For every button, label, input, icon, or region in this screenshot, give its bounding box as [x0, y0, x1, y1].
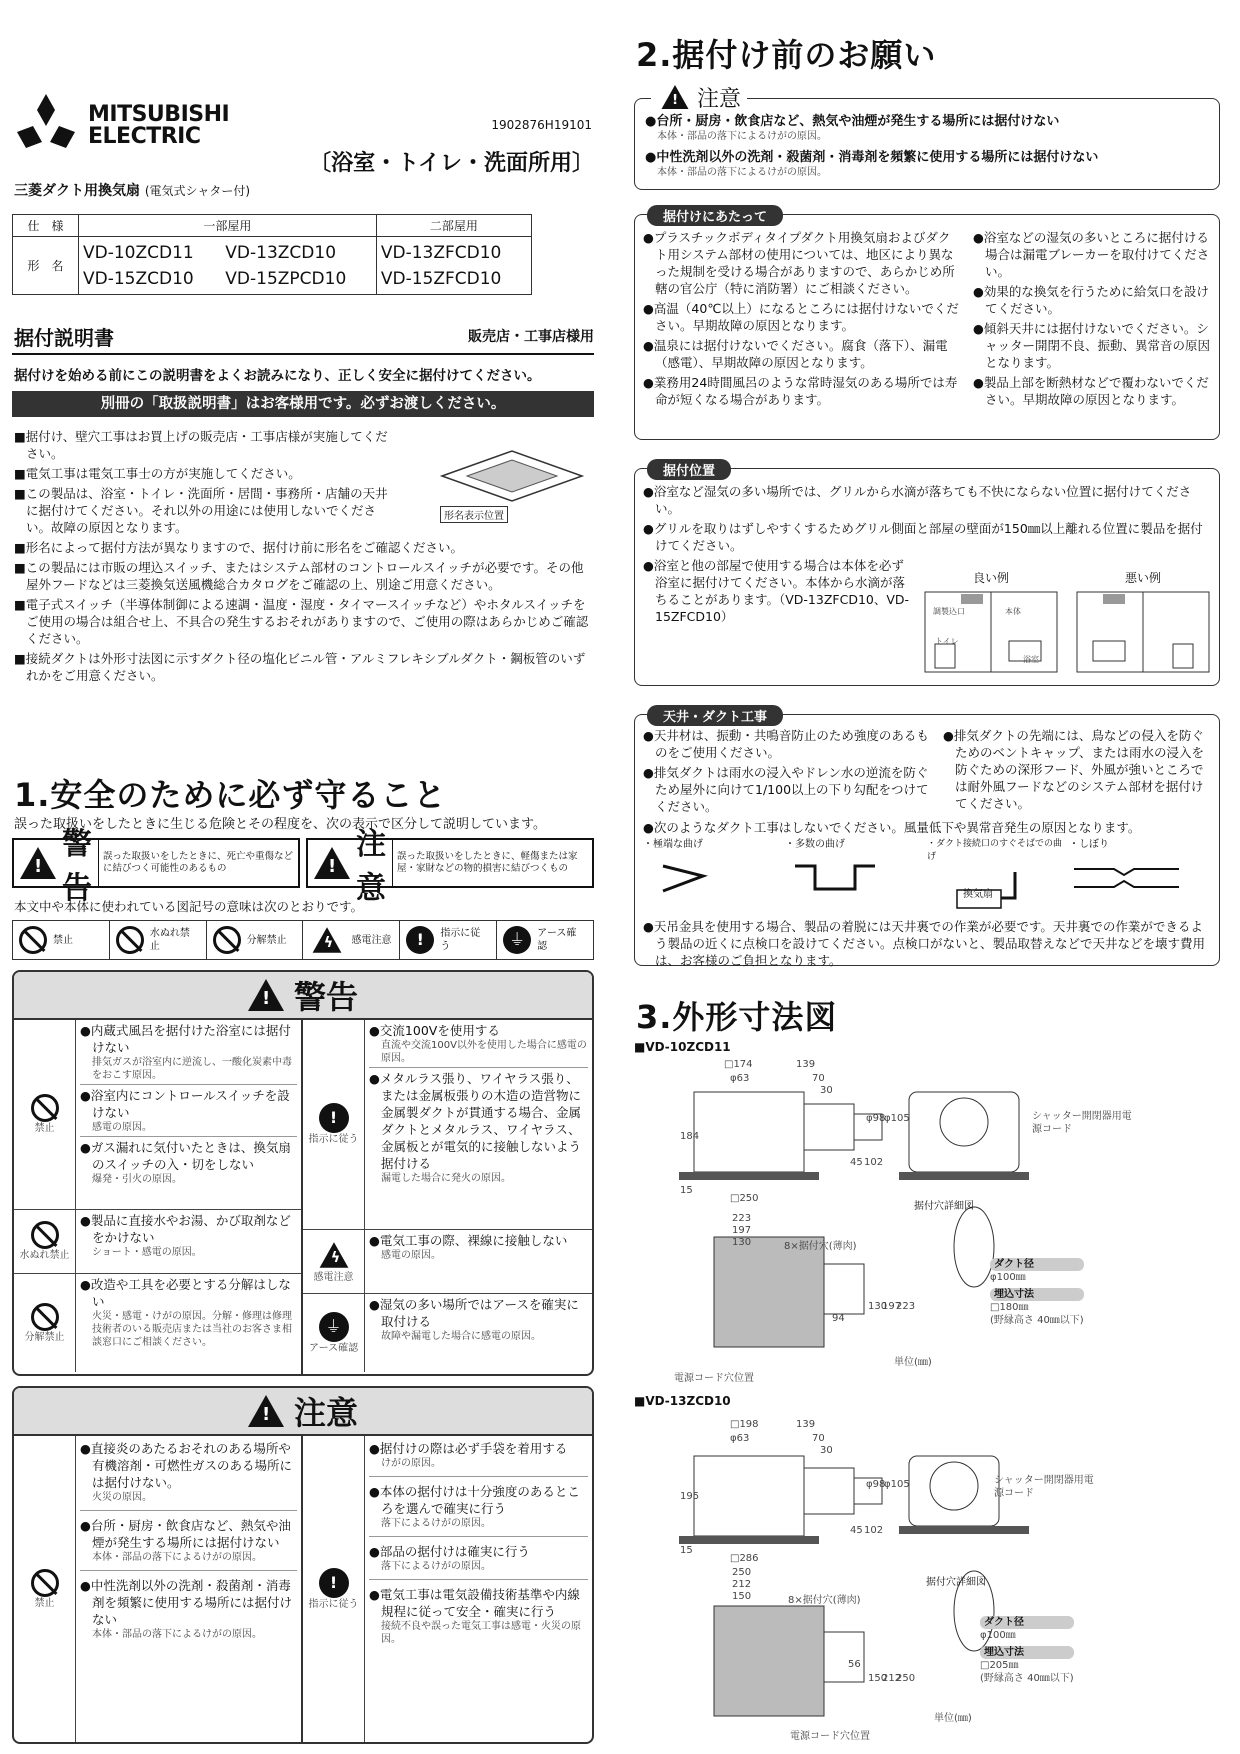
- caution-table-title: 注意: [293, 1394, 358, 1432]
- constriction-icon: [1069, 851, 1189, 901]
- install-note: ●効果的な換気を行うために給気口を設けてください。: [973, 284, 1209, 316]
- section2-title: 2.据付け前のお願い: [636, 36, 937, 74]
- room-label: 本体: [1005, 607, 1021, 616]
- warning-row-text: [76, 1210, 301, 1273]
- caution-item-sub: 本体・部品の落下によるけがの原因。: [657, 167, 827, 178]
- install-note: ●製品上部を断熱材などで覆わないでください。早期故障の原因となります。: [973, 375, 1209, 407]
- symbol-label: 水ぬれ禁止: [149, 928, 190, 952]
- warning-row-icon-cell: [14, 1020, 76, 1209]
- left-column: [12, 0, 594, 1754]
- ground-icon: ⏚: [503, 926, 531, 954]
- fig2-duct-spec: [980, 1616, 1074, 1685]
- symbol-label: 禁止: [53, 934, 73, 946]
- ceiling-grille-image: [432, 446, 592, 506]
- caution-right-half: [303, 1436, 592, 1742]
- warning-item: ●湿気の多い場所ではアースを確実に取付ける: [369, 1297, 579, 1329]
- caution-item: ●中性洗剤以外の洗剤・殺菌剤・消毒剤を頻繁に使用する場所には据付けない: [645, 150, 1099, 165]
- warning-row-icon-cell: [303, 1020, 365, 1229]
- good-example-diagram: [921, 586, 1061, 678]
- warning-row-icon-cell: [303, 1230, 365, 1293]
- install-notes-cols: [643, 229, 1211, 408]
- fan-box-label: 換気扇: [963, 889, 993, 900]
- caution-item-sub: 接続不良や誤った電気工事は感電・火災の原因。: [381, 1621, 581, 1645]
- warning-table: [12, 970, 594, 1376]
- caution-item-sub: 火災の原因。: [80, 1491, 297, 1511]
- duct-bad-note: ●次のようなダクト工事はしないでください。風量低下や異常音発生の原因となります。: [643, 820, 1141, 835]
- no-water-icon: [31, 1221, 59, 1249]
- fig2-shutter-label: シャッター開閉器用電源コード: [994, 1475, 1094, 1499]
- caution-item: ●台所・厨房・飲食店など、熱気や油煙が発生する場所には据付けない: [80, 1518, 291, 1550]
- fig2-dim: 70: [812, 1433, 825, 1444]
- warning-row: [303, 1294, 592, 1372]
- ceiling-duct-right: [943, 727, 1211, 815]
- caution-desc: 誤った取扱いをしたときに、軽傷または家屋・家財などの物的損害に結びつくもの: [397, 851, 578, 874]
- fig2-dim: 8×据付穴(薄肉): [788, 1595, 861, 1606]
- duct-extreme-bend: [643, 838, 785, 912]
- install-position-box: [634, 464, 1220, 686]
- note-item: ■接続ダクトは外形寸法図に示すダクト径の塩化ビニル管・アルミフレキシブルダクト・鋼板管のいずれかをご用意ください。: [14, 651, 586, 683]
- warning-triangle-icon: !: [20, 847, 56, 879]
- nameplate-illustration: [432, 446, 592, 526]
- many-bends-icon: [785, 851, 905, 901]
- symbols-intro: 本文中や本体に使われている図記号の意味は次のとおりです。: [14, 899, 364, 914]
- fig2-dim: 45: [850, 1525, 863, 1536]
- icon-label: 禁止: [34, 1597, 55, 1609]
- fig2-dim: 102: [864, 1525, 884, 1536]
- caution-triangle-icon: !: [314, 847, 350, 879]
- prohibit-icon: [31, 1094, 59, 1122]
- warning-item: ●浴室内にコントロールスイッチを設けない: [80, 1088, 290, 1120]
- warning-row-text: [365, 1020, 592, 1229]
- icon-label: 分解禁止: [24, 1331, 65, 1343]
- duct-bad-label: ・しぼり: [1069, 839, 1109, 850]
- brand-line2: ELECTRIC: [88, 124, 201, 149]
- fig2-dim: φ98: [866, 1479, 886, 1490]
- warning-desc: 誤った取扱いをしたときに、死亡や重傷などに結びつく可能性のあるもの: [103, 851, 294, 874]
- position-note: ●浴室と他の部屋で使用する場合は本体を必ず浴室に据付けてください。本体から水滴が落ちることがあります。（VD-13ZFCD10、VD-15ZFCD10）: [643, 558, 910, 624]
- caution-box-label: [651, 81, 747, 113]
- caution-legend: [306, 827, 594, 906]
- warning-item-sub: 直流や交流100V以外を使用した場合に感電の原因。: [369, 1039, 588, 1068]
- caution-item: ●部品の据付けは確実に行う: [369, 1544, 530, 1559]
- warning-item: ●改造や工具を必要とする分解はしない: [80, 1277, 291, 1309]
- warning-row-icon-cell: [303, 1294, 365, 1372]
- title-rule: [12, 353, 594, 355]
- good-example-label: 良い例: [972, 571, 1009, 585]
- bad-example-label: 悪い例: [1124, 571, 1161, 585]
- audience-label: 販売店・工事店様用: [468, 329, 594, 345]
- duct-note: ●排気ダクトの先端には、鳥などの侵入を防ぐためのベントキャップ、または雨水の浸入を防ぐための深形フード、外風が強いところでは耐外風フードなどのシステム部材を据付けてください。: [943, 728, 1205, 811]
- manual-title: 据付説明書: [14, 326, 114, 350]
- warning-item-sub: 排気ガスが浴室内に逆流し、一酸化炭素中毒をおこす原因。: [80, 1056, 297, 1085]
- ceiling-value: □180㎜: [990, 1302, 1029, 1313]
- install-note: ●高温（40℃以上）になるところには据付けないでください。早期故障の原因となります。: [643, 301, 959, 333]
- symbol-ground: [497, 921, 593, 959]
- bad-example: [1073, 569, 1213, 679]
- caution-table-header: [14, 1388, 592, 1436]
- fig1-title: ■VD-10ZCD11: [634, 1040, 731, 1054]
- section3-title: 3.外形寸法図: [636, 998, 838, 1036]
- ceiling-value: □205㎜: [980, 1660, 1019, 1671]
- install-note: ●プラスチックボディタイプダクト用換気扇およびダクト用システム部材の使用については、地区により異なった規制を受ける場合がありますので、あらかじめ所轄の官公庁（特に消防署）にご相談ください。: [643, 230, 955, 296]
- intro-text: 据付けを始める前にこの説明書をよくお読みになり、正しく安全に据付けてください。: [14, 368, 541, 384]
- good-example: [921, 569, 1061, 679]
- fig2-dim: 150: [868, 1673, 888, 1684]
- warning-table-header: [14, 972, 592, 1020]
- fig1-dim: 15: [680, 1185, 693, 1196]
- warning-word: 警告: [62, 827, 92, 906]
- duct-bad-examples: [643, 838, 1211, 918]
- two-room-head: 二部屋用: [376, 215, 531, 237]
- duct-bend-near-port: [927, 838, 1069, 918]
- fig2-dim: 30: [820, 1445, 833, 1456]
- fig1-dim: 70: [812, 1073, 825, 1084]
- fig2-dim: φ105: [884, 1479, 910, 1490]
- model-vd15zpcd: VD-15ZPCD10: [225, 268, 347, 289]
- warning-item: ●製品に直接水やお湯、かび取剤などをかけない: [80, 1213, 291, 1245]
- install-notes-right: [973, 229, 1211, 408]
- caution-icon-cell: [303, 1436, 365, 1742]
- product-name-main: 三菱ダクト用換気扇: [14, 183, 140, 199]
- duct-bad-label: ・極端な曲げ: [643, 839, 703, 850]
- model-vd15zfcd: VD-15ZFCD10: [380, 268, 502, 289]
- pre-install-caution-box: [634, 86, 1220, 190]
- warning-row-icon-cell: [14, 1210, 76, 1273]
- brand-logo: [14, 92, 78, 150]
- warning-item: ●メタルラス張り、ワイヤラス張り、または金属板張りの木造の造営物に金属製ダクトが貫通する場合、金属ダクトとメタルラス、ワイヤラス、金属板とが電気的に接触しないよう据付ける: [369, 1071, 582, 1171]
- fig1-dim: 8×据付穴(薄肉): [784, 1241, 857, 1252]
- symbol-label: アース確認: [537, 928, 577, 952]
- fig2-dim: □198: [730, 1419, 759, 1430]
- icon-label: 指示に従う: [308, 1598, 359, 1610]
- fig1-dim: □250: [730, 1193, 759, 1204]
- no-disassembly-icon: [213, 926, 241, 954]
- fig1-cord-pos: 電源コード穴位置: [674, 1373, 754, 1384]
- fig1-dim: φ105: [884, 1113, 910, 1124]
- warning-row: [14, 1210, 301, 1274]
- fig1-dim: 139: [796, 1059, 816, 1070]
- warning-row-text: [76, 1020, 301, 1209]
- fig1-dim: 223: [732, 1213, 752, 1224]
- model-vd13zfcd: VD-13ZFCD10: [380, 242, 502, 263]
- icon-label: 指示に従う: [308, 1134, 359, 1145]
- note-item: ■形名によって据付方法が異なりますので、据付け前に形名をご確認ください。: [14, 540, 464, 555]
- caution-item: ●本体の据付けは十分強度のあるところを選んで確実に行う: [369, 1484, 580, 1516]
- fig1-dim: 223: [896, 1301, 916, 1312]
- fig2-dim: □286: [730, 1553, 759, 1564]
- product-name: [14, 180, 250, 200]
- warning-row: [14, 1020, 301, 1210]
- model-col2: [221, 237, 376, 295]
- note-item: ■電気工事は電気工事士の方が実施してください。: [14, 466, 301, 481]
- model-vd15zcd: VD-15ZCD10: [83, 268, 194, 289]
- caution-left-half: [14, 1436, 303, 1742]
- fig2-dim: 250: [896, 1673, 916, 1684]
- ceiling-note: (野縁高さ 40㎜以下): [980, 1673, 1074, 1684]
- caution-item: ●直接炎のあたるおそれのある場所や有機溶剤・可燃性ガスのある場所には据付けない。: [80, 1441, 293, 1490]
- ground-icon: ⏚: [319, 1312, 349, 1342]
- warning-row: [303, 1020, 592, 1230]
- symbol-no-disassembly: [207, 921, 304, 959]
- follow-instruction-icon: !: [319, 1568, 349, 1598]
- symbol-prohibit: [13, 921, 110, 959]
- ceiling-duct-box: [634, 710, 1220, 968]
- fig1-dim: 45: [850, 1157, 863, 1168]
- fig1-dim: □174: [724, 1059, 753, 1070]
- fig2-title: ■VD-13ZCD10: [634, 1394, 731, 1408]
- fig2-dim: 195: [680, 1491, 700, 1502]
- fig1-shutter-label: シャッター開閉器用電源コード: [1032, 1111, 1132, 1135]
- fig2-cord-pos: 電源コード穴位置: [790, 1731, 870, 1742]
- warning-triangle-icon: !: [248, 979, 284, 1011]
- fig1-dim: φ63: [730, 1073, 750, 1084]
- fig2-dim: 212: [882, 1673, 902, 1684]
- caution-label: 注意: [697, 86, 742, 112]
- section1-title: 1.安全のために必ず守ること: [14, 776, 447, 814]
- fig1-dim: 130: [868, 1301, 888, 1312]
- duct-dia-label: ダクト径: [980, 1616, 1074, 1629]
- electric-shock-icon: ϟ: [313, 927, 342, 953]
- room-label: 調製込口: [933, 607, 965, 616]
- follow-instruction-icon: !: [319, 1103, 349, 1133]
- follow-instruction-icon: !: [406, 926, 434, 954]
- symbol-label: 指示に従う: [440, 928, 481, 952]
- caution-left-text: [76, 1436, 301, 1742]
- warning-table-title: 警告: [293, 978, 358, 1016]
- install-note: ●業務用24時間風呂のような常時湿気のある場所では寿命が短くなる場合があります。: [643, 375, 958, 407]
- symbol-follow: [400, 921, 497, 959]
- warning-item-sub: 爆発・引火の原因。: [92, 1174, 182, 1185]
- warning-row: [14, 1274, 301, 1372]
- spec-label: 仕 様: [13, 215, 79, 237]
- warning-row-text: [76, 1274, 301, 1372]
- symbol-shock: [303, 921, 400, 959]
- fig2-dim: 250: [732, 1567, 752, 1578]
- duct-note: ●天井材は、振動・共鳴音防止のため強度のあるものをご使用ください。: [643, 728, 929, 760]
- warning-row-text: [365, 1230, 592, 1293]
- extreme-bend-icon: [643, 851, 763, 901]
- caution-item: ●電気工事は電気設備技術基準や内線規程に従って安全・確実に行う: [369, 1587, 580, 1619]
- fig1-duct-spec: [990, 1258, 1084, 1327]
- model-vd13zcd: VD-13ZCD10: [225, 242, 337, 263]
- warning-item: ●交流100Vを使用する: [369, 1023, 500, 1038]
- warning-item: ●電気工事の際、裸線に接触しない: [369, 1233, 568, 1248]
- right-column: [634, 0, 1230, 1754]
- caution-table-body: [14, 1436, 592, 1742]
- one-room-head: 一部屋用: [79, 215, 377, 237]
- bad-example-diagram: [1073, 586, 1213, 678]
- tab-install-position: 据付位置: [647, 459, 731, 480]
- caution-item-sub: けがの原因。: [369, 1457, 588, 1477]
- install-note: ●浴室などの湿気の多いところに据付ける場合は漏電ブレーカーを取付けてください。: [973, 230, 1210, 279]
- note-item: ■電子式スイッチ（半導体制御による速調・温度・湿度・タイマースイッチなど）やホタルスイッチをご使用の場合は組合せ上、不具合の発生するおそれがありますので、ご使用の際はあらかじめご確認ください。: [14, 597, 589, 646]
- fig2-dim: 139: [796, 1419, 816, 1430]
- hazard-legend: [12, 827, 594, 906]
- duct-constriction: [1069, 838, 1211, 918]
- fig1-dim: 197: [882, 1301, 902, 1312]
- note-item: ■この製品には市販の埋込スイッチ、またはシステム部材のコントロールスイッチが必要です。その他屋外フードなどは三菱換気送風機総合カタログをご確認の上、別途ご用意ください。: [14, 560, 584, 592]
- ceiling-duct-cols: [643, 727, 1211, 815]
- fig2-hole-detail: 据付穴詳細図: [926, 1577, 986, 1588]
- brand-text: [88, 104, 229, 148]
- warning-item: ●ガス漏れに気付いたときは、換気扇のスイッチの入・切をしない: [80, 1140, 291, 1172]
- duct-bad-label: ・ダクト接続口のすぐそばでの曲げ: [927, 839, 1063, 862]
- warning-row-icon-cell: [14, 1274, 76, 1372]
- warning-row-text: [365, 1294, 592, 1372]
- model-col1: [79, 237, 222, 295]
- fig2-dim: 15: [680, 1545, 693, 1556]
- ceiling-label: 埋込寸法: [990, 1288, 1084, 1301]
- section1-intro: 誤った取扱いをしたときに生じる危険とその程度を、次の表示で区分して説明しています。: [14, 817, 546, 832]
- warning-item-sub: 火災・感電・けがの原因。分解・修理は修理技術者のいる販売店または当社のお客さま相談窓口にご相談ください。: [92, 1311, 292, 1348]
- spec-table: [12, 214, 532, 295]
- note-item: ■この製品は、浴室・トイレ・洗面所・居間・事務所・店舗の天井に据付けてください。それ以外の用途には使用しないでください。故障の原因となります。: [14, 486, 388, 535]
- caution-item-sub: 本体・部品の落下によるけがの原因。: [92, 1629, 262, 1640]
- icon-label: 水ぬれ禁止: [19, 1250, 70, 1261]
- icon-label: 感電注意: [313, 1272, 354, 1283]
- fig2-dim: 150: [732, 1591, 752, 1602]
- doc-code: 1902876H19101: [491, 118, 592, 132]
- ceiling-note: (野縁高さ 40㎜以下): [990, 1315, 1084, 1326]
- room-label: 浴室: [1023, 655, 1039, 664]
- no-water-icon: [116, 926, 144, 954]
- caution-item-sub: 落下によるけがの原因。: [369, 1560, 588, 1580]
- fig1-dim: φ98: [866, 1113, 886, 1124]
- no-disassembly-icon: [31, 1303, 59, 1331]
- ceiling-label: 埋込寸法: [980, 1646, 1074, 1659]
- three-diamonds-logo-icon: [14, 92, 78, 150]
- fig2-unit: 単位(㎜): [934, 1713, 972, 1724]
- caution-item-sub: 落下によるけがの原因。: [369, 1517, 588, 1537]
- install-note: ●温泉には据付けないでください。腐食（落下）、漏電（感電）、早期故障の原因となります。: [643, 338, 948, 370]
- caution-table: [12, 1386, 594, 1744]
- caution-item-sub: 本体・部品の落下によるけがの原因。: [80, 1551, 297, 1571]
- symbol-no-water: [110, 921, 207, 959]
- duct-note: ●排気ダクトは雨水の浸入やドレン水の逆流を防ぐため屋外に向けて1/100以上の下り勾配をつけてください。: [643, 765, 929, 814]
- warning-legend-head: [14, 827, 99, 906]
- model-vd10zcd: VD-10ZCD11: [83, 242, 194, 263]
- electric-shock-icon: ϟ: [319, 1242, 348, 1268]
- warning-item-sub: 漏電した場合に発火の原因。: [381, 1173, 511, 1184]
- duct-dia-value: φ100㎜: [990, 1272, 1026, 1283]
- duct-dia-value: φ100㎜: [980, 1630, 1016, 1641]
- hanger-note: ●天吊金具を使用する場合、製品の着脱には天井裏での作業が必要です。天井裏での作業ができるよう製品の近くに点検口を設けてください。点検口がないと、製品取替えなどで天井などを壊す費用は、お客様のご負担となります。: [643, 919, 1206, 968]
- fig1-dim: 94: [832, 1313, 845, 1324]
- symbol-label: 感電注意: [351, 934, 392, 946]
- warning-item: ●内蔵式風呂を据付けた浴室には据付けない: [80, 1023, 291, 1055]
- caution-item-sub: 本体・部品の落下によるけがの原因。: [657, 131, 827, 142]
- icon-label: 禁止: [34, 1123, 55, 1134]
- model-label: 形 名: [13, 237, 79, 295]
- warning-item-sub: 感電の原因。: [381, 1250, 441, 1261]
- caution-icon-cell: [14, 1436, 76, 1742]
- prohibit-icon: [19, 926, 47, 954]
- usage-label: 〔浴室・トイレ・洗面所用〕: [309, 151, 594, 176]
- tab-ceiling-duct: 天井・ダクト工事: [647, 705, 783, 726]
- warning-item-sub: ショート・感電の原因。: [92, 1247, 202, 1258]
- banner: 別冊の「取扱説明書」はお客様用です。必ずお渡しください。: [12, 391, 594, 417]
- fig2-dim: φ63: [730, 1433, 750, 1444]
- warning-right-half: [303, 1020, 592, 1374]
- tab-install-notes: 据付けにあたって: [647, 205, 783, 226]
- position-note: ●浴室など湿気の多い場所では、グリルから水滴が落ちても不快にならない位置に据付けてください。: [643, 484, 1192, 516]
- fig1-dim: 130: [732, 1237, 752, 1248]
- caution-right-text: [365, 1436, 592, 1742]
- product-name-sub: (電気式シャター付): [144, 184, 250, 198]
- install-note: ●傾斜天井には据付けないでください。シャッター開閉不良、振動、異常音の原因となります。: [973, 321, 1211, 370]
- icon-label: アース確認: [308, 1342, 359, 1354]
- symbols-row: [12, 920, 594, 960]
- caution-item: ●台所・厨房・飲食店など、熱気や油煙が発生する場所には据付けない: [645, 114, 1060, 129]
- model-col3: [376, 237, 531, 295]
- warning-item-sub: 感電の原因。: [80, 1121, 297, 1137]
- fig1-dim: 197: [732, 1225, 752, 1236]
- duct-dia-label: ダクト径: [990, 1258, 1084, 1271]
- symbol-label: 分解禁止: [246, 934, 287, 946]
- fig2-dim: 56: [848, 1659, 861, 1670]
- install-notes-left: [643, 229, 961, 408]
- caution-word: 注意: [356, 827, 386, 906]
- fig2-dim: 212: [732, 1579, 752, 1590]
- prohibit-icon: [31, 1569, 59, 1597]
- caution-triangle-icon: !: [248, 1395, 284, 1427]
- ceiling-duct-left: [643, 727, 933, 815]
- warning-item-sub: 故障や漏電した場合に感電の原因。: [381, 1331, 541, 1342]
- duct-bad-label: ・多数の曲げ: [785, 839, 845, 850]
- fig1-hole-detail: 据付穴詳細図: [914, 1201, 974, 1212]
- note-item: ■据付け、壁穴工事はお買上げの販売店・工事店様が実施してください。: [14, 429, 388, 461]
- nameplate-label: 形名表示位置: [440, 506, 508, 523]
- duct-many-bends: [785, 838, 927, 918]
- fig1-dim: 102: [864, 1157, 884, 1168]
- warning-legend: [12, 827, 300, 906]
- fig1-dim: 184: [680, 1131, 700, 1142]
- position-note: ●グリルを取りはずしやすくするためグリル側面と部屋の壁面が150㎜以上離れる位置に製品を据付けてください。: [643, 521, 1203, 553]
- warning-table-body: [14, 1020, 592, 1374]
- caution-item: ●中性洗剤以外の洗剤・殺菌剤・消毒剤を頻繁に使用する場所には据付けない: [80, 1578, 293, 1627]
- warning-left-half: [14, 1020, 303, 1374]
- caution-legend-head: [308, 827, 393, 906]
- fig1-dim: 30: [820, 1085, 833, 1096]
- room-label: トイレ: [935, 637, 959, 646]
- caution-triangle-icon: !: [662, 85, 689, 109]
- caution-item: ●据付けの際は必ず手袋を着用する: [369, 1441, 568, 1456]
- brand-line1: MITSUBISHI: [88, 102, 230, 127]
- warning-row: [303, 1230, 592, 1294]
- fig1-unit: 単位(㎜): [894, 1357, 932, 1368]
- install-notes-box: [634, 210, 1220, 440]
